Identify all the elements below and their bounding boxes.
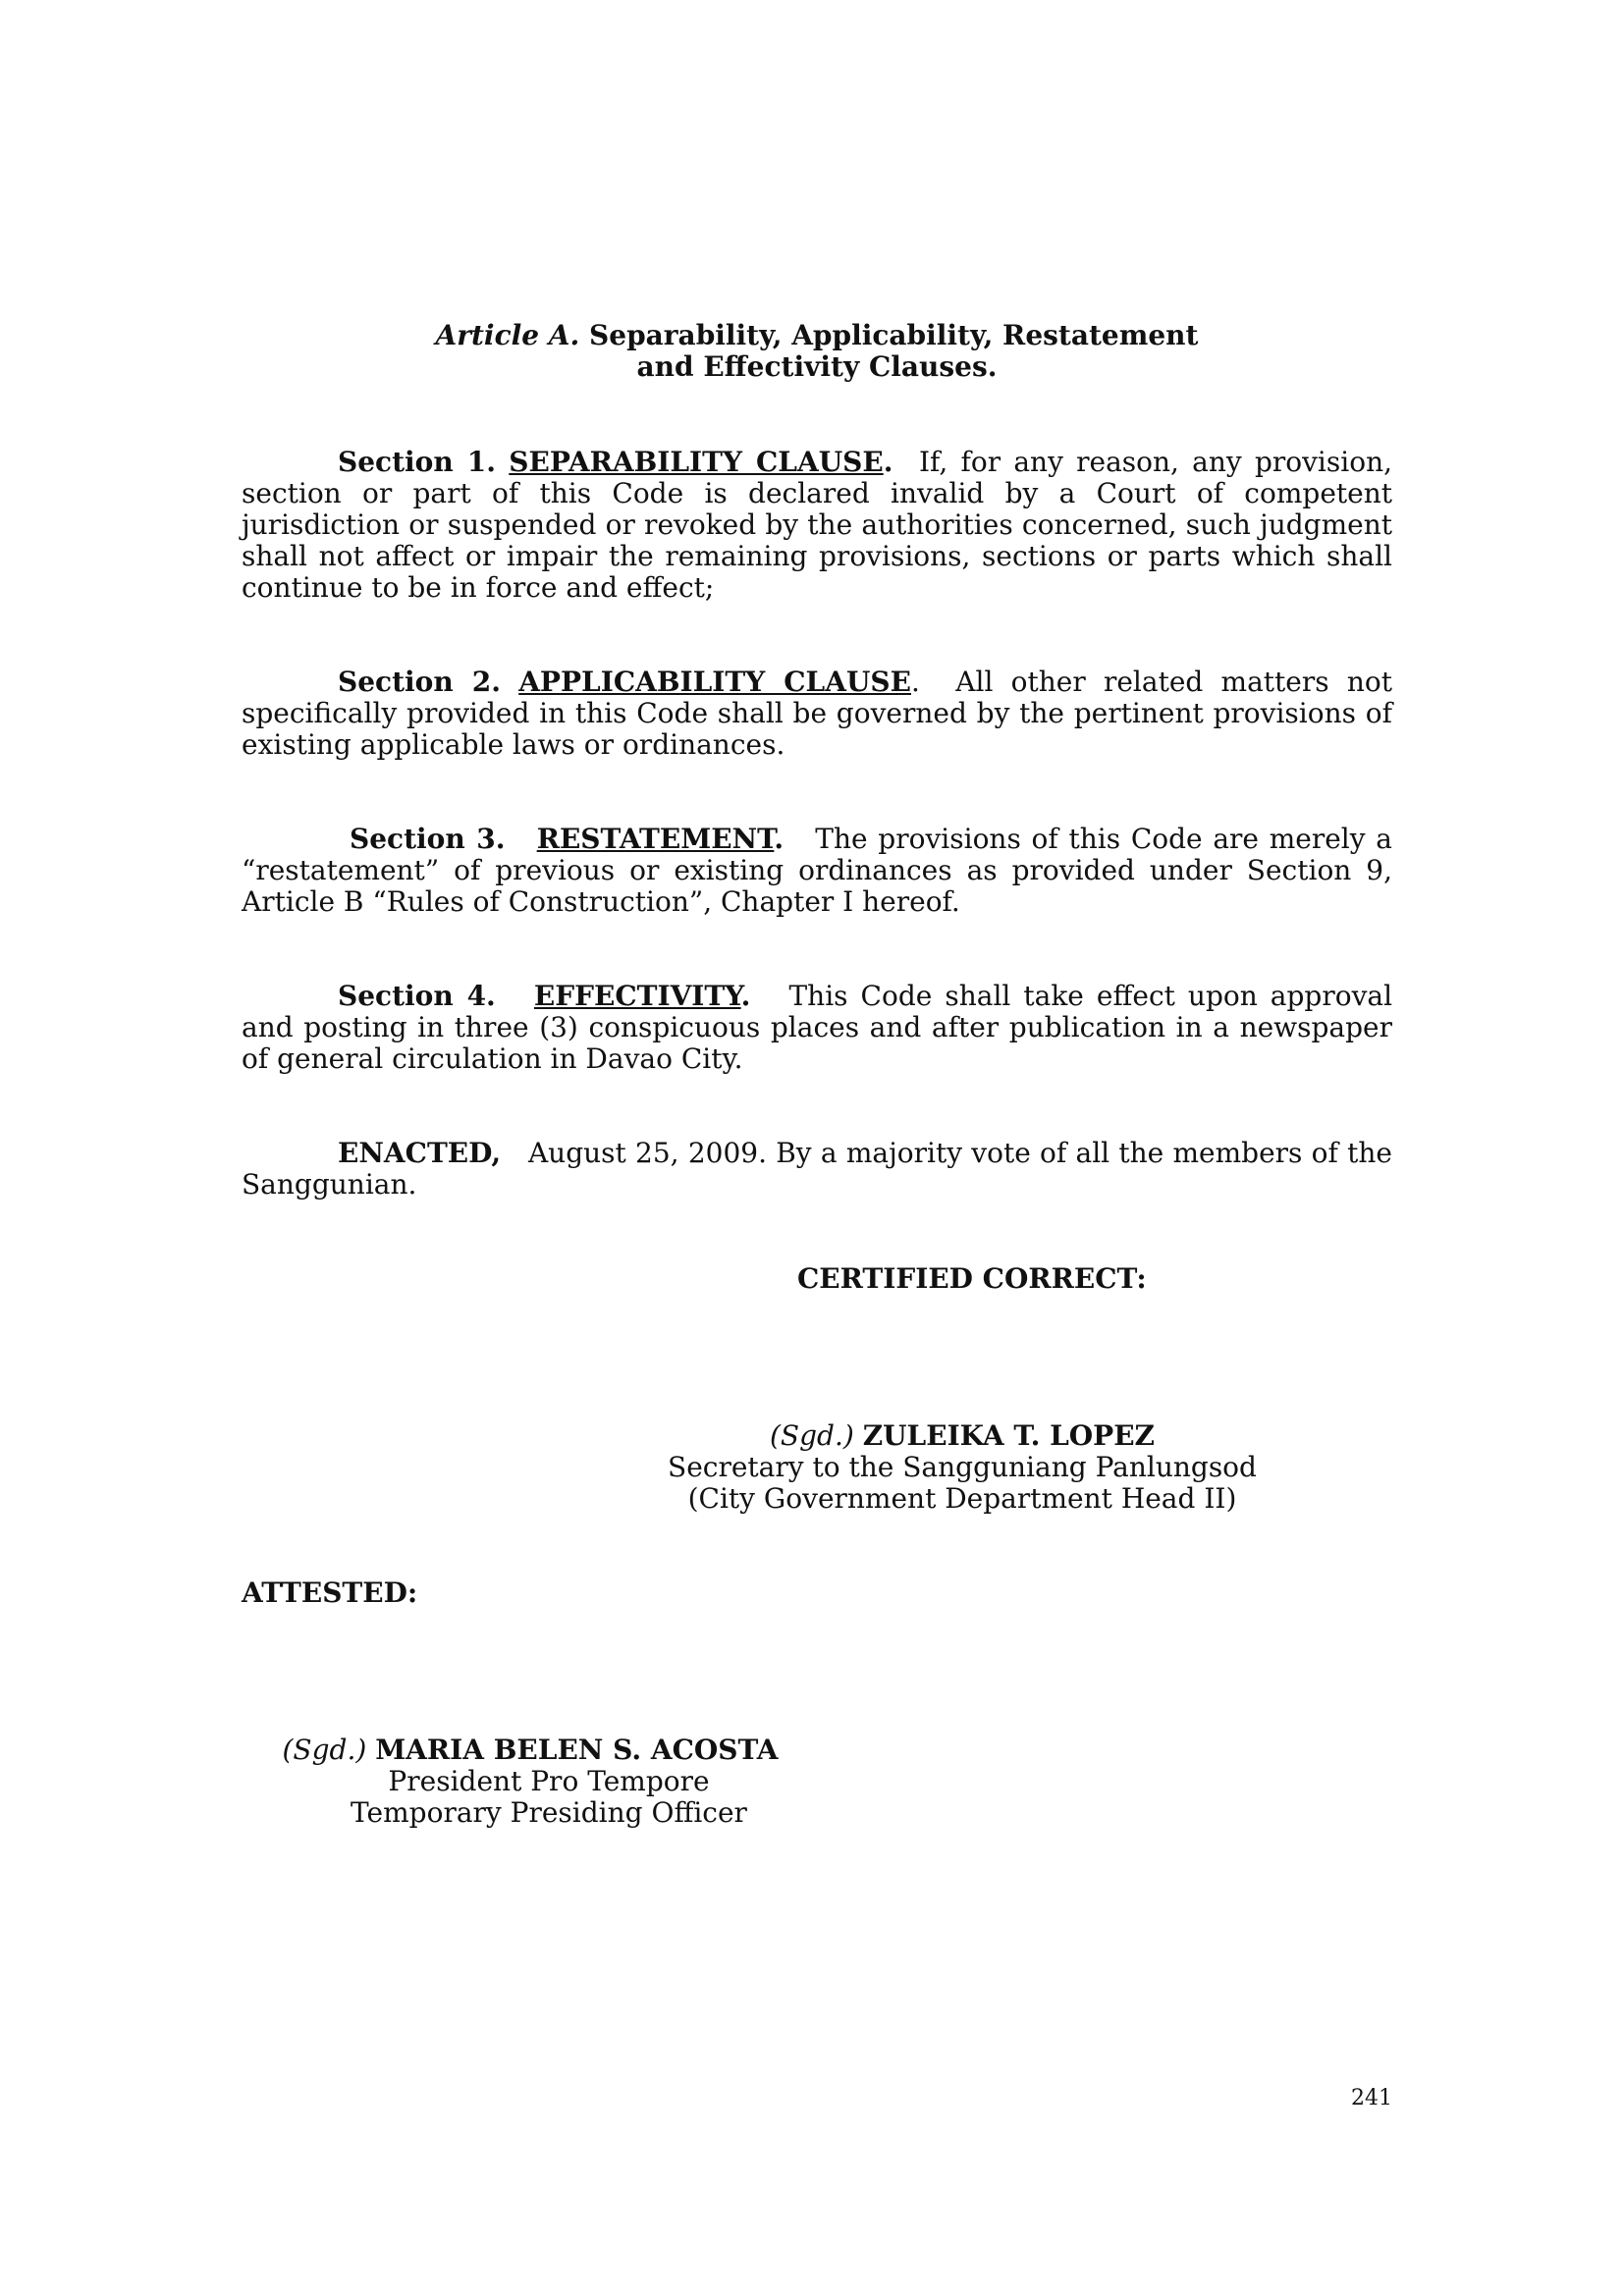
section-2-title: APPLICABILITY CLAUSE bbox=[518, 666, 911, 698]
section-1-label: Section 1. bbox=[338, 446, 497, 478]
certified-sgd: (Sgd.) bbox=[770, 1419, 854, 1452]
section-1-text: If, for any reason, any provision, section or part of this Code is declared invalid by a Court of competent jurisdiction or suspended or revoked by the authorities concerned, such judgment shall not affect or impair the remaining provisions, sections or parts which shall continue to be in force and effect; bbox=[242, 446, 1393, 604]
article-heading bbox=[242, 320, 1392, 351]
section-1-title-punct: . bbox=[883, 446, 893, 478]
enacted-text: August 25, 2009. By a majority vote of all the members of the Sanggunian. bbox=[242, 1137, 1393, 1201]
section-1-title: SEPARABILITY CLAUSE bbox=[509, 446, 884, 478]
section-4-title: EFFECTIVITY bbox=[533, 980, 741, 1012]
certified-label: CERTIFIED CORRECT: bbox=[797, 1262, 1147, 1295]
section-4-title-punct: . bbox=[740, 980, 751, 1012]
attested-name: MARIA BELEN S. ACOSTA bbox=[375, 1734, 779, 1766]
section-3-label: Section 3. bbox=[350, 823, 506, 855]
attested-name-line bbox=[236, 1735, 825, 1766]
article-title-line2: and Effectivity Clauses. bbox=[636, 350, 998, 383]
certified-title2: (City Government Department Head II) bbox=[687, 1482, 1237, 1515]
attested-title1: President Pro Tempore bbox=[388, 1765, 710, 1797]
section-3-title: RESTATEMENT bbox=[536, 823, 775, 855]
section-3-text: The provisions of this Code are merely a “restatement” of previous or existing ordinances as provided under Section 9, Article B “Rules of Construction”, Chapter I hereof. bbox=[242, 823, 1392, 918]
section-4-text: This Code shall take effect upon approval and posting in three (3) conspicuous places and after publication in a newspaper of general circulation in Davao City. bbox=[242, 980, 1393, 1075]
certified-name-line bbox=[648, 1420, 1276, 1452]
attested-sgd: (Sgd.) bbox=[282, 1734, 367, 1766]
enacted-paragraph bbox=[242, 1138, 1392, 1201]
article-heading-line2 bbox=[242, 351, 1392, 383]
enacted-label: ENACTED, bbox=[338, 1137, 502, 1169]
section-3-title-punct: . bbox=[774, 823, 784, 855]
attested-label: ATTESTED: bbox=[242, 1576, 418, 1609]
page-number: 241 bbox=[1351, 2086, 1392, 2110]
certified-signatory bbox=[648, 1420, 1276, 1515]
certified-title1: Secretary to the Sangguniang Panlungsod bbox=[668, 1451, 1257, 1483]
certified-name: ZULEIKA T. LOPEZ bbox=[862, 1419, 1155, 1452]
section-2-text: All other related matters not specifically provided in this Code shall be governed by the pertinent provisions of existing applicable laws or ordinances. bbox=[242, 666, 1392, 761]
section-4-label: Section 4. bbox=[338, 980, 496, 1012]
article-title-line1: Separability, Applicability, Restatement bbox=[589, 319, 1199, 351]
attested-title2: Temporary Presiding Officer bbox=[351, 1796, 747, 1829]
section-2 bbox=[242, 667, 1392, 761]
article-label: Article A. bbox=[435, 319, 580, 351]
attested-signatory bbox=[236, 1735, 825, 1829]
section-3 bbox=[242, 824, 1392, 918]
section-4 bbox=[242, 981, 1392, 1075]
section-2-label: Section 2. bbox=[338, 666, 501, 698]
section-2-title-punct: . bbox=[910, 666, 920, 698]
section-1 bbox=[242, 447, 1392, 604]
